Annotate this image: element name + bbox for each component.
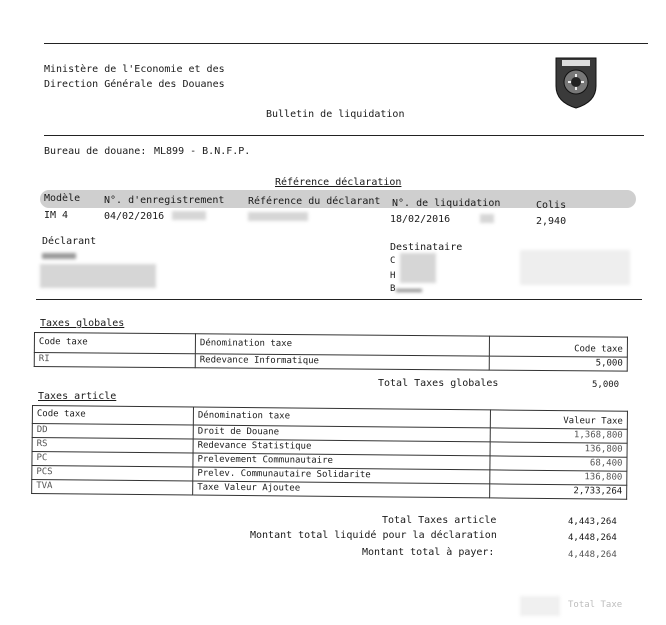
taxes-article-title: Taxes article: [38, 391, 117, 402]
tax-value: 5,000: [489, 356, 627, 371]
taxes-globales-table: [34, 332, 628, 372]
col-colis: Colis: [536, 200, 567, 211]
parties-rule: [36, 299, 642, 300]
document-title: Bulletin de liquidation: [266, 109, 405, 120]
tax-code: DD: [32, 424, 193, 440]
col-liquidation: N°. de liquidation: [392, 198, 501, 209]
total-liquide-label: Montant total liquidé pour la déclaration: [250, 530, 497, 541]
tax-denom: Redevance Informatique: [195, 354, 489, 370]
tax-denom: Redevance Statistique: [193, 439, 490, 456]
dest-line-3: B: [390, 284, 396, 294]
taxes-article-table: [31, 405, 628, 500]
tax-code: PCS: [32, 466, 193, 482]
total-article-label: Total Taxes article: [382, 515, 497, 526]
col-enregistrement: N°. d'enregistrement: [104, 195, 225, 206]
footer-faint-marks: [520, 596, 560, 616]
th-code: Code taxe: [34, 333, 195, 354]
faint-stamp: [520, 250, 630, 285]
tax-denom: Prelevement Communautaire: [193, 453, 490, 470]
th-denom: Dénomination taxe: [195, 334, 489, 356]
reference-section-title: Référence déclaration: [275, 177, 402, 188]
tax-value: 136,800: [490, 442, 627, 457]
declarant-label: Déclarant: [42, 236, 97, 247]
redacted-destinataire: [400, 253, 436, 283]
dest-line-2: H: [390, 271, 396, 281]
total-liquide-value: 4,448,264: [568, 533, 617, 543]
tax-denom: Droit de Douane: [193, 425, 490, 442]
th-denom: Dénomination taxe: [193, 407, 490, 428]
footer-faint-text: Total Taxe: [568, 600, 623, 610]
tax-code: RI: [34, 353, 195, 368]
redacted-declarant-1: [42, 253, 76, 259]
total-article-value: 4,443,264: [568, 517, 617, 527]
destinataire-label: Destinataire: [390, 242, 463, 253]
direction-line: Direction Générale des Douanes: [44, 79, 225, 90]
tax-code: TVA: [32, 480, 193, 496]
ministry-line: Ministère de l'Economie et des: [44, 64, 225, 75]
val-colis: 2,940: [536, 216, 567, 227]
redacted-ref-declarant: [248, 212, 308, 221]
top-rule: [44, 43, 648, 44]
tax-value: 136,800: [490, 470, 627, 485]
total-payer-value: 4,448,264: [568, 550, 617, 560]
tax-value: 1,368,800: [490, 428, 627, 443]
total-globales-value: 5,000: [592, 380, 620, 390]
redacted-liquidation: [480, 214, 494, 223]
col-ref-declarant: Référence du déclarant: [248, 196, 381, 207]
tax-code: RS: [32, 438, 193, 454]
redacted-enregistrement: [172, 211, 206, 220]
th-value: Code taxe: [489, 336, 627, 357]
customs-emblem-icon: [550, 52, 602, 110]
th-code: Code taxe: [32, 406, 193, 426]
bureau-label: Bureau de douane:: [44, 146, 147, 157]
taxes-globales-title: Taxes globales: [40, 318, 125, 329]
val-enregistrement: 04/02/2016: [104, 211, 165, 222]
tax-value: 2,733,264: [490, 484, 627, 499]
val-modele: IM 4: [44, 210, 69, 221]
total-payer-label: Montant total à payer:: [362, 547, 495, 558]
tax-value: 68,400: [490, 456, 627, 471]
tax-denom: Prelev. Communautaire Solidarite: [193, 467, 490, 484]
total-globales-label: Total Taxes globales: [378, 378, 499, 389]
val-liquidation: 18/02/2016: [390, 214, 451, 225]
dest-line-1: C: [390, 256, 396, 266]
tax-denom: Taxe Valeur Ajoutee: [193, 481, 490, 498]
col-modele: Modèle: [44, 193, 81, 204]
tax-code: PC: [32, 452, 193, 468]
bureau-value: ML899 - B.N.F.P.: [154, 146, 251, 157]
title-rule: [44, 135, 644, 136]
redacted-destinataire-3: [396, 289, 422, 292]
th-value: Valeur Taxe: [490, 410, 627, 429]
redacted-declarant-2: [40, 264, 156, 288]
